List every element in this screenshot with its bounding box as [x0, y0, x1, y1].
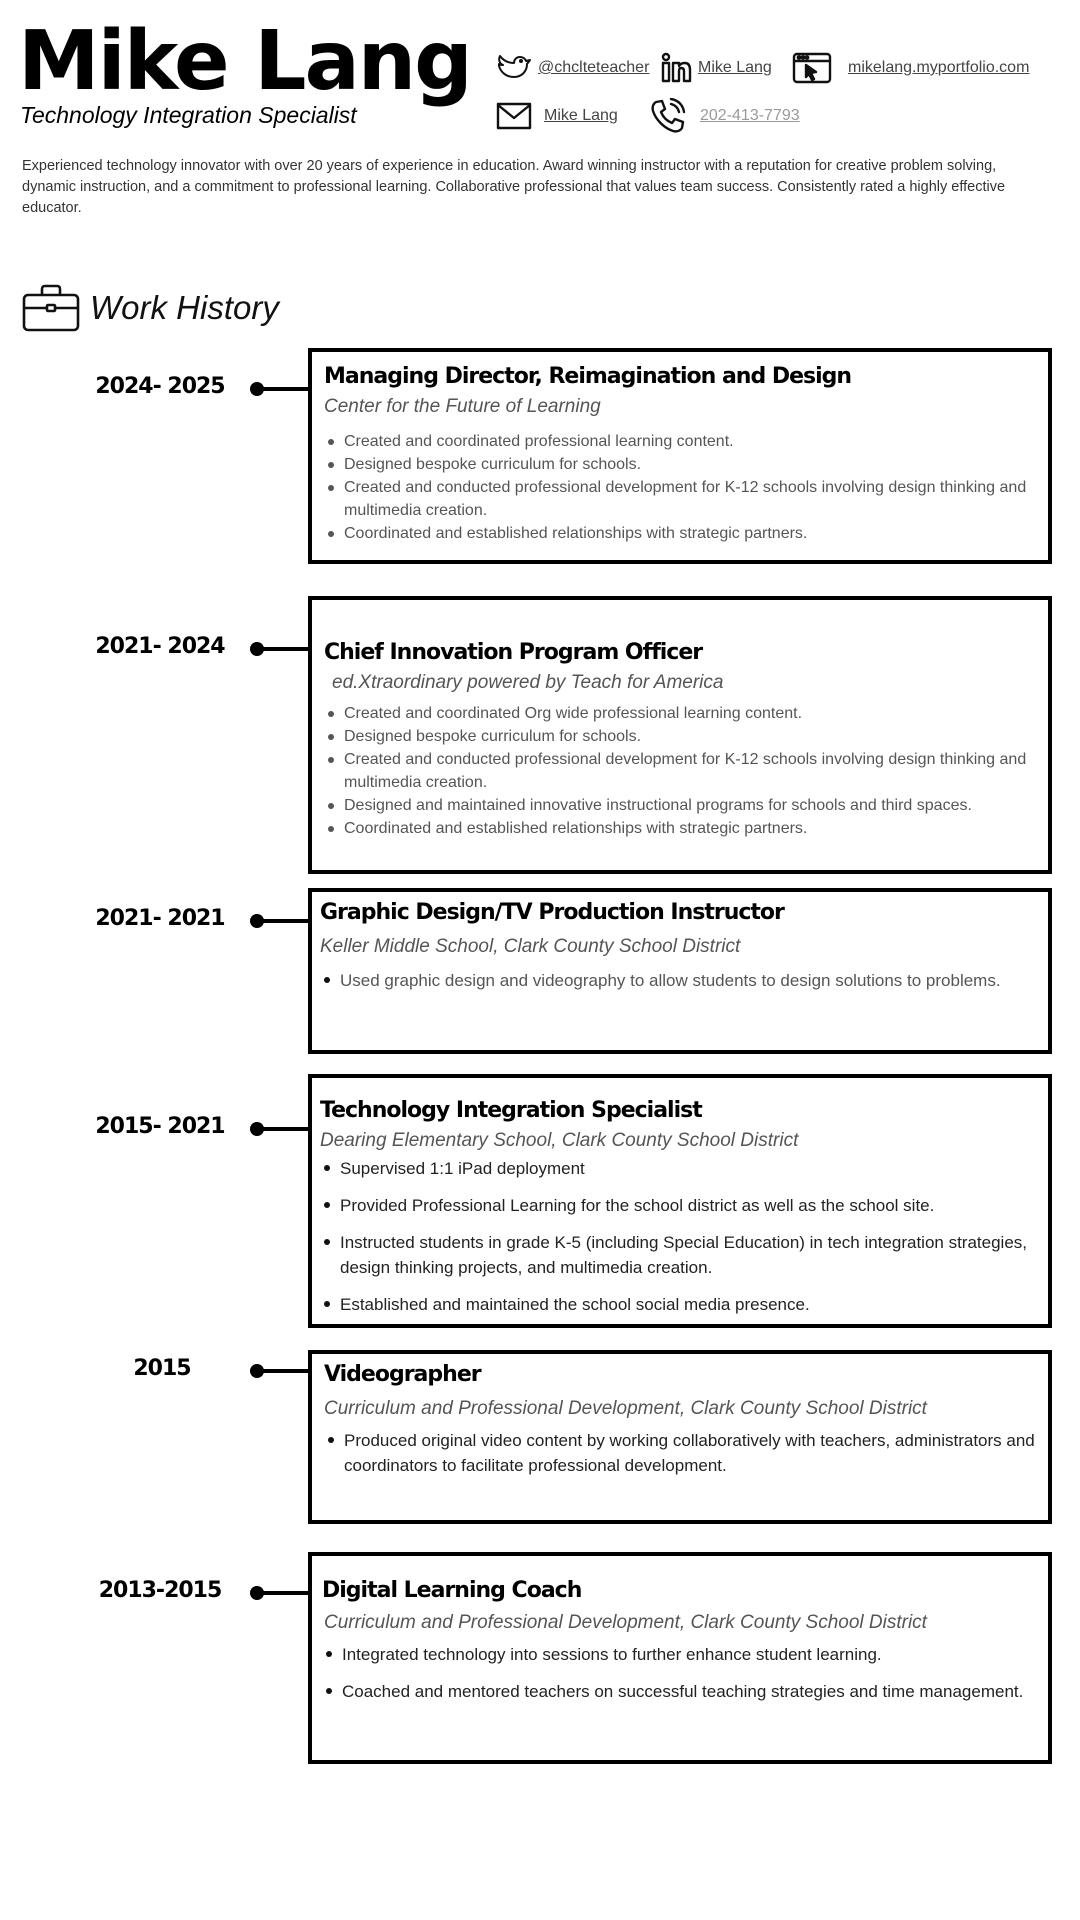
job-organization: Curriculum and Professional Development, Clark County School District [324, 1398, 927, 1419]
job-organization: Curriculum and Professional Development, Clark County School District [324, 1612, 927, 1633]
job-title: Videographer [324, 1362, 481, 1387]
browser-cursor-icon [792, 52, 832, 84]
work-history-title: Work History [90, 289, 279, 326]
contact-list [496, 48, 1076, 138]
timeline-connector [260, 387, 310, 391]
job-bullet: Coordinated and established relationships with strategic partners. [324, 522, 1036, 545]
job-bullets [324, 1428, 1036, 1478]
timeline-connector [260, 1127, 310, 1131]
timeline-connector [260, 1591, 310, 1595]
job-bullet: Created and coordinated Org wide professional learning content. [324, 702, 1036, 725]
phone-icon [650, 98, 686, 134]
job-card [308, 596, 1052, 874]
job-title: Chief Innovation Program Officer [324, 640, 703, 665]
job-dates: 2021- 2021 [95, 906, 225, 931]
timeline-connector [260, 1369, 310, 1373]
twitter-handle-link[interactable]: @chclteteacher [538, 59, 650, 76]
job-card [308, 1074, 1052, 1328]
work-history-header [22, 282, 279, 334]
job-dates: 2015 [133, 1356, 191, 1381]
job-bullet: Established and maintained the school social media presence. [320, 1292, 1036, 1317]
job-bullets [322, 1642, 1036, 1704]
professional-summary: Experienced technology innovator with over 20 years of experience in education. Award winning instructor with a reputation for creative problem solving, dynamic instruction, and a commitment to professional learning. Collaborative professional that values team success. Consistently rated a highly effective educator. [22, 158, 1006, 216]
job-bullet: Created and conducted professional development for K-12 schools involving design thinking and multimedia creation. [324, 748, 1036, 794]
job-title: Managing Director, Reimagination and Design [324, 364, 852, 389]
job-bullets [324, 702, 1036, 840]
twitter-bird-icon [496, 53, 532, 83]
job-title: Digital Learning Coach [322, 1578, 582, 1603]
contact-linkedin[interactable] [660, 48, 772, 88]
job-bullet: Created and conducted professional development for K-12 schools involving design thinking and multimedia creation. [324, 476, 1036, 522]
job-card [308, 348, 1052, 564]
job-dates: 2021- 2024 [95, 634, 225, 659]
job-bullets [320, 968, 1036, 993]
job-bullets [324, 430, 1036, 545]
timeline-connector [260, 647, 310, 651]
job-title: Graphic Design/TV Production Instructor [320, 900, 784, 925]
job-dates: 2013-2015 [98, 1578, 222, 1603]
job-bullet: Used graphic design and videography to allow students to design solutions to problems. [320, 968, 1036, 993]
job-title: Technology Integration Specialist [320, 1098, 702, 1123]
linkedin-icon [660, 52, 692, 84]
job-bullets [320, 1156, 1036, 1317]
job-organization: Keller Middle School, Clark County School District [320, 936, 741, 957]
envelope-icon [496, 102, 532, 130]
job-bullet: Provided Professional Learning for the school district as well as the school site. [320, 1193, 1036, 1218]
job-organization: ed.Xtraordinary powered by Teach for America [332, 672, 724, 693]
job-bullet: Designed bespoke curriculum for schools. [324, 725, 1036, 748]
job-dates: 2015- 2021 [95, 1114, 225, 1139]
contact-phone[interactable] [650, 96, 800, 136]
job-card [308, 1350, 1052, 1524]
contact-email[interactable] [496, 96, 618, 136]
job-card [308, 1552, 1052, 1764]
briefcase-icon [22, 284, 80, 332]
resume-name: Mike Lang [18, 14, 471, 109]
job-bullet: Instructed students in grade K-5 (including Special Education) in tech integration strategies, design thinking projects, and multimedia creation. [320, 1230, 1036, 1280]
job-bullet: Produced original video content by working collaboratively with teachers, administrators and coordinators to facilitate professional development. [324, 1428, 1036, 1478]
linkedin-link[interactable]: Mike Lang [698, 59, 772, 76]
contact-portfolio[interactable] [792, 48, 1029, 88]
timeline-connector [260, 919, 310, 923]
job-bullet: Coached and mentored teachers on successful teaching strategies and time management. [322, 1679, 1036, 1704]
job-organization: Dearing Elementary School, Clark County School District [320, 1130, 799, 1151]
contact-twitter[interactable] [496, 48, 649, 88]
job-bullet: Coordinated and established relationships with strategic partners. [324, 817, 1036, 840]
job-bullet: Integrated technology into sessions to further enhance student learning. [322, 1642, 1036, 1667]
resume-role: Technology Integration Specialist [20, 102, 357, 128]
job-organization: Center for the Future of Learning [324, 396, 601, 417]
phone-link[interactable]: 202-413-7793 [700, 107, 800, 124]
job-card [308, 888, 1052, 1054]
portfolio-link[interactable]: mikelang.myportfolio.com [848, 59, 1030, 76]
job-bullet: Designed and maintained innovative instructional programs for schools and third spaces. [324, 794, 1036, 817]
job-bullet: Designed bespoke curriculum for schools. [324, 453, 1036, 476]
job-bullet: Supervised 1:1 iPad deployment [320, 1156, 1036, 1181]
email-link[interactable]: Mike Lang [544, 107, 618, 124]
job-dates: 2024- 2025 [95, 374, 225, 399]
job-bullet: Created and coordinated professional learning content. [324, 430, 1036, 453]
